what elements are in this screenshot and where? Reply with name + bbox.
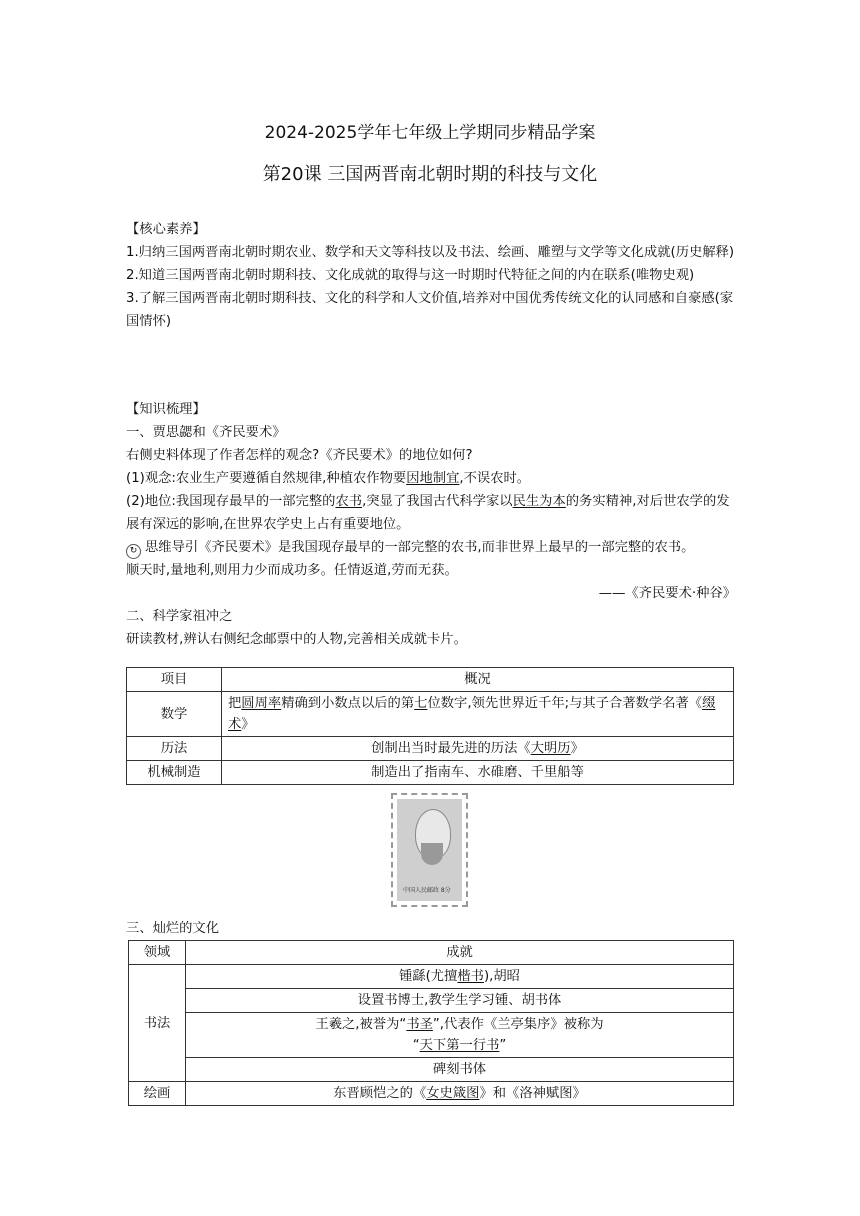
point-2: (2)地位:我国现存最早的一部完整的农书,突显了我国古代科学家以民生为本的务实精神,对后世农学的发展有深远的影响,在世界农学史上占有重要地位。 — [126, 494, 730, 532]
header-line1: 2024-2025学年七年级上学期同步精品学案 — [264, 123, 596, 143]
core-section — [126, 218, 736, 333]
col-header-overview: 概况 — [222, 668, 734, 692]
table-row: 机械制造 制造出了指南车、水碓磨、千里船等 — [127, 761, 734, 785]
achievement-table — [126, 667, 734, 785]
knowledge-section — [126, 398, 736, 651]
section2-intro: 研读教材,辨认右侧纪念邮票中的人物,完善相关成就卡片。 — [126, 632, 467, 647]
core-heading: 【核心素养】 — [126, 222, 206, 237]
col-header-item: 项目 — [127, 668, 222, 692]
core-item-3: 3.了解三国两晋南北朝时期科技、文化的科学和人文价值,培养对中国优秀传统文化的认同感和自豪感(家国情怀) — [126, 291, 734, 329]
section3-title: 三、灿烂的文化 — [126, 921, 220, 936]
table-row: 数学 把圆周率精确到小数点以后的第七位数字,领先世界近千年;与其子合著数学名著《缀术》 — [127, 692, 734, 737]
table-row: 设置书博士,教学生学习锺、胡书体 — [129, 989, 734, 1013]
section1-title: 一、贾思勰和《齐民要术》 — [126, 425, 286, 440]
col-header-achievement: 成就 — [186, 941, 734, 965]
table-row: 王羲之,被誉为“书圣”,代表作《兰亭集序》被称为 “天下第一行书” — [129, 1013, 734, 1058]
stamp-text: 中国人民邮政 8分 — [403, 887, 451, 894]
core-item-2: 2.知道三国两晋南北朝时期科技、文化成就的取得与这一时期时代特征之间的内在联系(唯物史观) — [126, 268, 695, 283]
point-1: (1)观念:农业生产要遵循自然规律,种植农作物要因地制宜,不误农时。 — [126, 471, 531, 486]
portrait-beard — [421, 843, 443, 865]
core-item-1: 1.归纳三国两晋南北朝时期农业、数学和天文等科技以及书法、绘画、雕塑与文学等文化成就(历史解释) — [126, 245, 735, 260]
culture-table — [128, 940, 734, 1106]
thinking-guide: ↻ 思维导引《齐民要术》是我国现存最早的一部完整的农书,而非世界上最早的一部完整的农书。 — [126, 536, 736, 559]
guide-icon: ↻ — [126, 544, 141, 559]
col-header-field: 领域 — [129, 941, 186, 965]
table-row: 历法 创制出当时最先进的历法《大明历》 — [127, 737, 734, 761]
table-row: 绘画 东晋顾恺之的《女史箴图》和《洛神赋图》 — [129, 1082, 734, 1106]
quote-source: ——《齐民要术·种谷》 — [598, 586, 736, 601]
section2-title: 二、科学家祖冲之 — [126, 609, 233, 624]
quote: 顺天时,量地利,则用力少而成功多。任情返道,劳而无获。 — [126, 563, 458, 578]
lesson-title: 第20课 三国两晋南北朝时期的科技与文化 — [262, 164, 598, 185]
knowledge-heading: 【知识梳理】 — [126, 402, 206, 417]
commemorative-stamp — [391, 793, 468, 907]
question: 右侧史料体现了作者怎样的观念?《齐民要术》的地位如何? — [126, 448, 473, 463]
table-row: 碑刻书体 — [129, 1058, 734, 1082]
table-row: 书法 锺繇(尤擅楷书),胡昭 — [129, 965, 734, 989]
